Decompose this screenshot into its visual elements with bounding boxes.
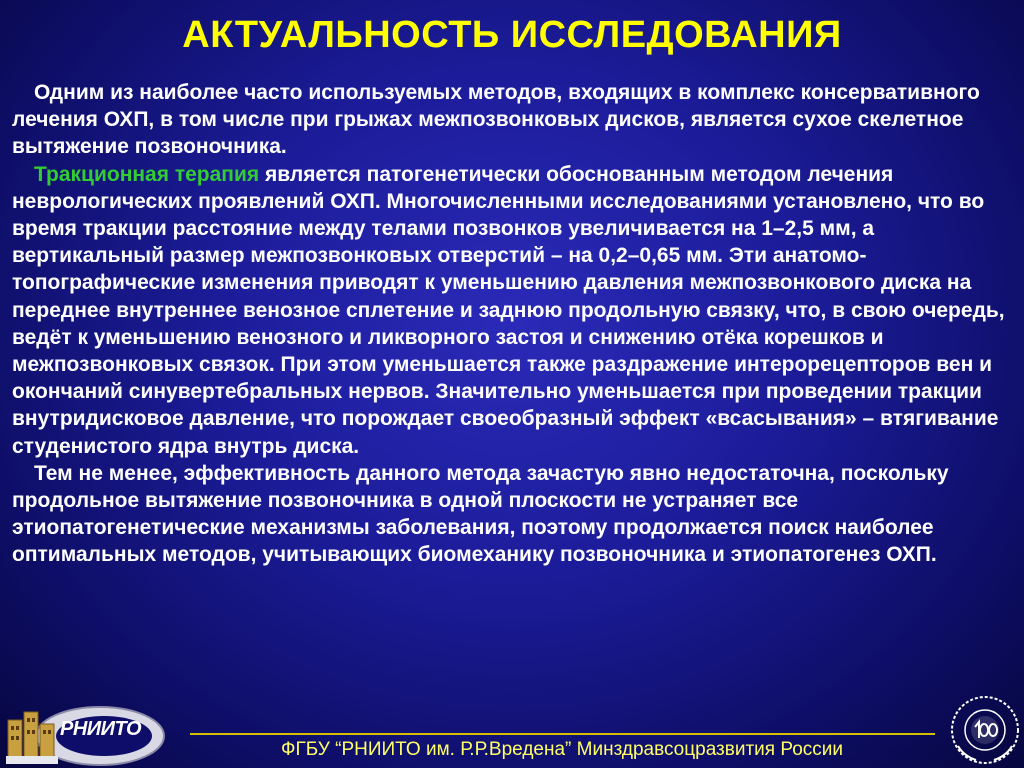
footer-text: ФГБУ “РНИИТО им. Р.Р.Вредена” Минздравсоцразвития России: [281, 739, 843, 760]
footer-divider: [190, 733, 935, 735]
paragraph-3: Тем не менее, эффективность данного метода зачастую явно недостаточна, поскольку продольное вытяжение позвоночника в одной плоскости не устраняет все этиопатогенетические механизмы заболевания, поэтому продолжается поиск наиболее оптимальных методов, учитывающих биомеханику позвоночника и этиопатогенез ОХП.: [12, 461, 949, 567]
logo-left-text: РНИИТО: [60, 718, 142, 740]
paragraph-2-text: является патогенетически обоснованным методом лечения неврологических проявлений ОХП. Многочисленными исследованиями установлено, что во время тракции расстояние между телами позвонков увеличивается на 1–2,5 мм, а вертикальный размер межпозвонковых отверстий – на 0,2–0,65 мм. Эти анатомо-топографические изменения приводят к уменьшению давления межпозвонкового диска на переднее внутреннее венозное сплетение и заднюю продольную связку, что, в свою очередь, ведёт к уменьшению венозного и ликворного застоя и снижению отёка корешков и межпозвонковых связок. При этом уменьшается также раздражение интерорецепторов вен и окончаний синувертебральных нервов. Значительно уменьшается при проведении тракции внутридисковое давление, что порождает своеобразный эффект «всасывания» – втягивание студенистого ядра внутрь диска.: [12, 162, 1005, 458]
body-text: [12, 79, 1012, 569]
anniversary-100-seal-icon: [948, 694, 1022, 766]
paragraph-2: [12, 161, 1012, 460]
paragraph-1: Одним из наиболее часто используемых методов, входящих в комплекс консервативного лечения ОХП, в том числе при грыжах межпозвонковых дисков, является сухое скелетное вытяжение позвоночника.: [12, 81, 980, 159]
slide-title: АКТУАЛЬНОСТЬ ИССЛЕДОВАНИЯ: [182, 14, 842, 56]
highlight-term: Тракционная терапия: [34, 162, 260, 186]
